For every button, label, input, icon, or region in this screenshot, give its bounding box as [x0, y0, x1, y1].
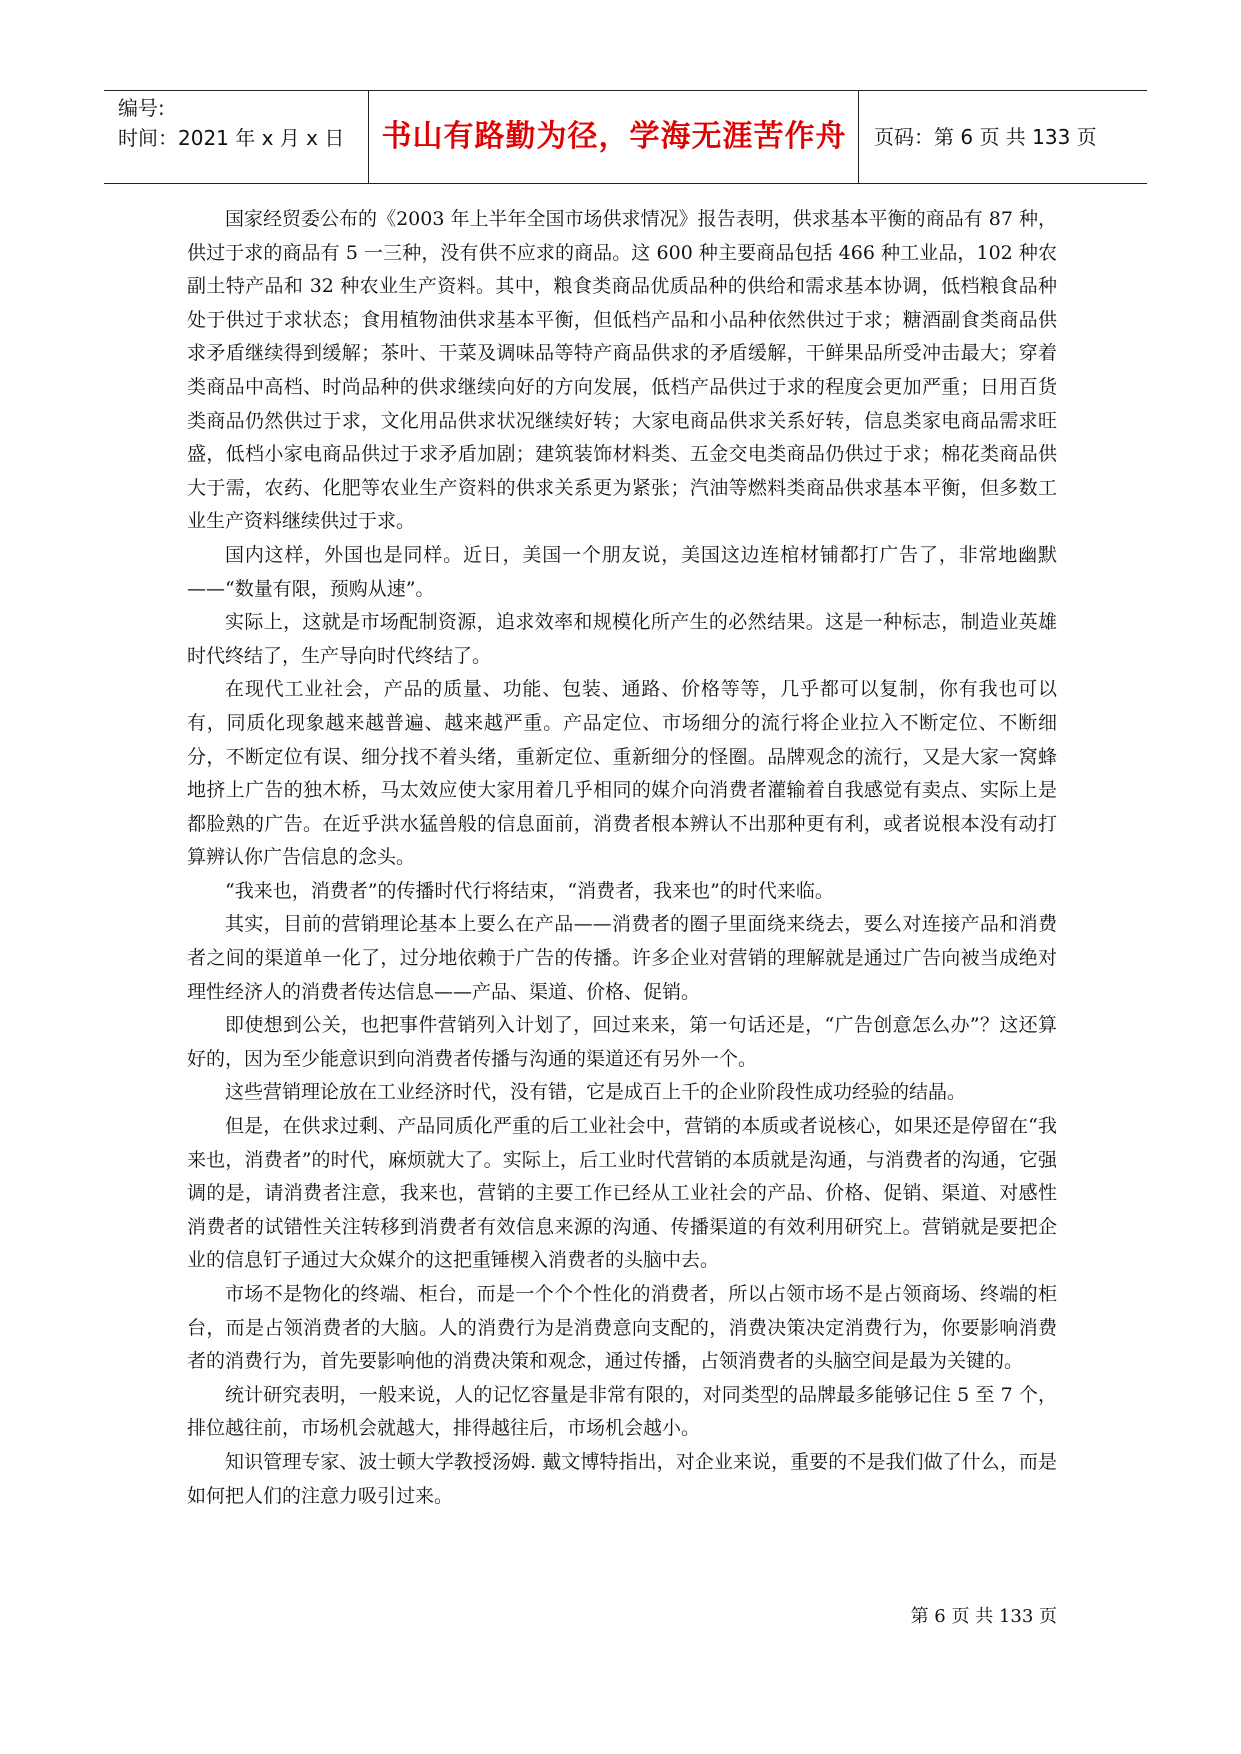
body-paragraph: 市场不是物化的终端、柜台，而是一个个个性化的消费者，所以占领市场不是占领商场、终端的柜台，而是占领消费者的大脑。人的消费行为是消费意向支配的，消费决策决定消费行为，你要影响消费者的消费行为，首先要影响他的消费决策和观念，通过传播，占领消费者的头脑空间是最为关键的。 [187, 1283, 1057, 1373]
body-paragraph: 这些营销理论放在工业经济时代，没有错，它是成百上千的企业阶段性成功经验的结晶。 [225, 1081, 967, 1104]
body-paragraph: 在现代工业社会，产品的质量、功能、包装、通路、价格等等，几乎都可以复制，你有我也可以有，同质化现象越来越普遍、越来越严重。产品定位、市场细分的流行将企业拉入不断定位、不断细分，不断定位有误、细分找不着头绪，重新定位、重新细分的怪圈。品牌观念的流行，又是大家一窝蜂地挤上广告的独木桥，马太效应使大家用着几乎相同的媒介向消费者灌输着自我感觉有卖点、实际上是都脸熟的广告。在近乎洪水猛兽般的信息面前，消费者根本辨认不出那种更有利，或者说根本没有动打算辨认你广告信息的念头。 [187, 678, 1057, 869]
body-paragraph: 国家经贸委公布的《2003 年上半年全国市场供求情况》报告表明，供求基本平衡的商品有 87 种，供过于求的商品有 5 一三种，没有供不应求的商品。这 600 种主要商品包括 466 种工业品，102 种农副土特产品和 32 种农业生产资料。其中，粮食类商品优质品种的供给和需求基本协调，低档粮食品种处于供过于求状态；食用植物油供求基本平衡，但低档产品和小品种依然供过于求；糖酒副食类商品供求矛盾继续得到缓解；茶叶、干菜及调味品等特产商品供求的矛盾缓解，干鲜果品所受冲击最大；穿着类商品中高档、时尚品种的供求继续向好的方向发展，低档产品供过于求的程度会更加严重；日用百货类商品仍然供过于求，文化用品供求状况继续好转；大家电商品供求关系好转，信息类家电商品需求旺盛，低档小家电商品供过于求矛盾加剧；建筑装饰材料类、五金交电类商品仍供过于求；棉花类商品供大于需，农药、化肥等农业生产资料的供求关系更为紧张；汽油等燃料类商品供求基本平衡，但多数工业生产资料继续供过于求。 [187, 208, 1057, 533]
body-paragraph: “我来也，消费者”的传播时代行将结束，“消费者，我来也”的时代来临。 [225, 879, 834, 902]
header-page-number: 页码：第 6 页 共 133 页 [874, 125, 1097, 149]
body-paragraph: 实际上，这就是市场配制资源，追求效率和规模化所产生的必然结果。这是一种标志，制造业英雄时代终结了，生产导向时代终结了。 [187, 611, 1057, 667]
header-divider [858, 91, 859, 183]
document-number-label: 编号: [118, 96, 165, 120]
document-body [187, 203, 1057, 1513]
body-paragraph: 国内这样，外国也是同样。近日，美国一个朋友说，美国这边连棺材铺都打广告了，非常地幽默——“数量有限，预购从速”。 [187, 543, 1057, 600]
page-footer: 第 6 页 共 133 页 [910, 1606, 1057, 1627]
body-paragraph: 知识管理专家、波士顿大学教授汤姆. 戴文博特指出，对企业来说，重要的不是我们做了什么，而是如何把人们的注意力吸引过来。 [187, 1450, 1057, 1507]
body-paragraph: 其实，目前的营销理论基本上要么在产品——消费者的圈子里面绕来绕去，要么对连接产品和消费者之间的渠道单一化了，过分地依赖于广告的传播。许多企业对营销的理解就是通过广告向被当成绝对理性经济人的消费者传达信息——产品、渠道、价格、促销。 [187, 913, 1057, 1003]
document-time-label: 时间：2021 年 x 月 x 日 [118, 126, 345, 150]
header-divider [368, 91, 369, 183]
header-motto: 书山有路勤为径，学海无涯苦作舟 [381, 119, 847, 154]
body-paragraph: 但是，在供求过剩、产品同质化严重的后工业社会中，营销的本质或者说核心，如果还是停留在“我来也，消费者”的时代，麻烦就大了。实际上，后工业时代营销的本质就是沟通，与消费者的沟通，它强调的是，请消费者注意，我来也，营销的主要工作已经从工业社会的产品、价格、促销、渠道、对感性消费者的试错性关注转移到消费者有效信息来源的沟通、传播渠道的有效利用研究上。营销就是要把企业的信息钉子通过大众媒介的这把重锤楔入消费者的头脑中去。 [187, 1115, 1057, 1272]
body-paragraph: 即使想到公关，也把事件营销列入计划了，回过来来，第一句话还是，“广告创意怎么办”？这还算好的，因为至少能意识到向消费者传播与沟通的渠道还有另外一个。 [187, 1014, 1057, 1070]
body-paragraph: 统计研究表明，一般来说，人的记忆容量是非常有限的，对同类型的品牌最多能够记住 5 至 7 个，排位越往前，市场机会就越大，排得越往后，市场机会越小。 [187, 1383, 1057, 1440]
page-header [104, 90, 1147, 184]
